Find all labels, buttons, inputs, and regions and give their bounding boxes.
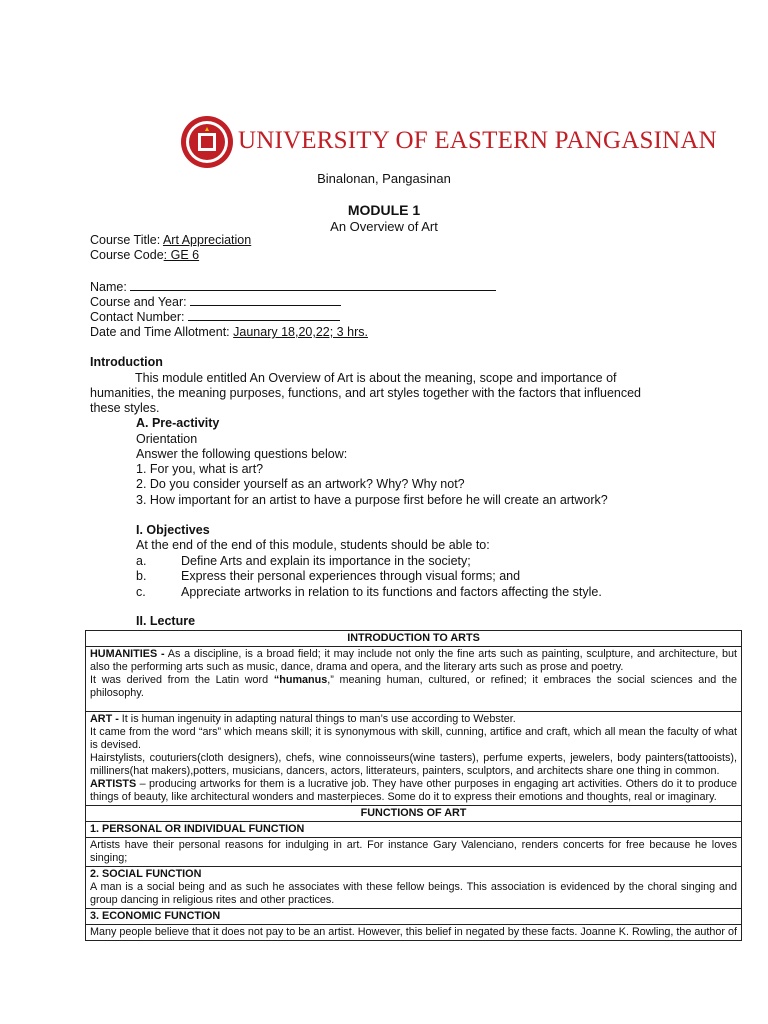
preactivity-instruction: Answer the following questions below: (136, 447, 348, 461)
art-cell (86, 712, 742, 806)
preactivity-heading: A. Pre-activity (136, 416, 220, 430)
functions-title: FUNCTIONS OF ART (86, 806, 742, 822)
course-year-line (90, 294, 341, 309)
function-cell (86, 925, 742, 941)
name-line (90, 279, 496, 294)
contact-line (90, 309, 340, 324)
question-item: 1. For you, what is art? (136, 462, 264, 476)
objectives-intro: At the end of the end of this module, students should be able to: (136, 538, 490, 552)
humanities-word: “humanus (273, 674, 328, 686)
art-origin: It came from the word “ars” which means skill; it is synonymous with skill, cunning, artifice and craft, which all mean the faculty of what is devised. (90, 726, 738, 751)
function-text: Many people believe that it does not pay to be an artist. However, this belief in negated by these facts. Joanne K. Rowling, the author of (90, 926, 738, 938)
objective-letter: b. (136, 569, 147, 583)
course-code-label: Course Code (90, 248, 164, 262)
name-label: Name: (90, 280, 131, 294)
contact-blank (188, 309, 340, 321)
lecture-heading: II. Lecture (136, 614, 196, 628)
art-definition: It is human ingenuity in adapting natural things to man’s use according to Webster. (118, 713, 516, 725)
objective-letter: a. (136, 554, 147, 568)
module-subtitle: An Overview of Art (330, 219, 438, 234)
function-heading: 1. PERSONAL OR INDIVIDUAL FUNCTION (90, 823, 305, 835)
objective-text: Appreciate artworks in relation to its functions and factors affecting the style. (181, 585, 602, 599)
course-code-value: : GE 6 (163, 248, 200, 262)
university-name: UNIVERSITY OF EASTERN PANGASINAN (238, 127, 717, 154)
university-seal-icon (180, 115, 234, 169)
humanities-definition: As a discipline, is a broad field; it may include not only the fine arts such as painting, sculpture, and architecture, but also the performing arts such as music, dance, drama and opera, and the literary arts such as prose and poetry. (90, 648, 738, 673)
module-title: MODULE 1 (347, 202, 421, 218)
artists-term: ARTISTS (90, 778, 137, 790)
function-text: Artists have their personal reasons for indulging in art. For instance Gary Valenciano, renders concerts for free because he loves singing; (90, 839, 738, 864)
course-title-value: Art Appreciation (162, 233, 252, 247)
preactivity-sub: Orientation (136, 432, 198, 446)
function-heading: 3. ECONOMIC FUNCTION (90, 910, 221, 922)
introduction-text (90, 371, 675, 416)
function-text: A man is a social being and as such he associates with these fellow beings. This association is evidenced by the choral singing and group dancing in religious rites and other practices. (90, 881, 738, 906)
humanities-term: HUMANITIES - (90, 648, 165, 660)
function-cell (86, 909, 742, 925)
introduction-body: This module entitled An Overview of Art is about the meaning, scope and importance of humanities, the meaning purposes, functions, and art styles together with the factors that influenced these styles. (90, 371, 642, 415)
function-cell (86, 867, 742, 909)
course-title-line (90, 233, 251, 247)
objective-letter: c. (136, 585, 146, 599)
university-logo (180, 115, 717, 171)
name-blank (130, 279, 496, 291)
question-item: 3. How important for an artist to have a purpose first before he will create an artwork? (136, 493, 608, 507)
table-title: INTRODUCTION TO ARTS (86, 631, 742, 647)
date-value: Jaunary 18,20,22; 3 hrs. (233, 325, 368, 339)
humanities-origin-b: ,” meaning human, cultured, or refined; it embraces the social sciences and the philosophy. (90, 674, 738, 699)
course-title-label: Course Title: (90, 233, 163, 247)
art-term: ART - (90, 713, 119, 725)
date-line (90, 325, 368, 339)
date-label: Date and Time Allotment: (90, 325, 234, 339)
location-text: Binalonan, Pangasinan (317, 171, 451, 186)
art-examples: Hairstylists, couturiers(cloth designers), chefs, wine connoisseurs(wine tasters), perfume experts, jewelers, body painters(tattooists), milliners(hat makers),potters, musicians, dancers, actors, litterateurs, painters, sculptors, and architects share one thing in common. (90, 752, 738, 777)
course-year-label: Course and Year: (90, 295, 191, 309)
function-cell (86, 838, 742, 867)
lecture-table (85, 630, 742, 941)
question-item: 2. Do you consider yourself as an artwork? Why? Why not? (136, 477, 465, 491)
course-year-blank (190, 294, 341, 306)
humanities-origin-a: It was derived from the Latin word (90, 674, 274, 686)
contact-label: Contact Number: (90, 310, 188, 324)
artists-definition: – producing artworks for them is a lucrative job. They have other purposes in engaging art activities. Others do it to produce things of beauty, like architectural wonders and masterpieces. Some do it to express their emotions and thoughts, real or imaginary. (90, 778, 738, 803)
introduction-heading: Introduction (90, 355, 163, 369)
course-code-line (90, 248, 199, 262)
objectives-heading: I. Objectives (136, 523, 210, 537)
objective-text: Express their personal experiences through visual forms; and (181, 569, 521, 583)
function-cell (86, 822, 742, 838)
humanities-cell (86, 647, 742, 712)
objective-text: Define Arts and explain its importance in the society; (181, 554, 471, 568)
function-heading: 2. SOCIAL FUNCTION (90, 868, 202, 880)
